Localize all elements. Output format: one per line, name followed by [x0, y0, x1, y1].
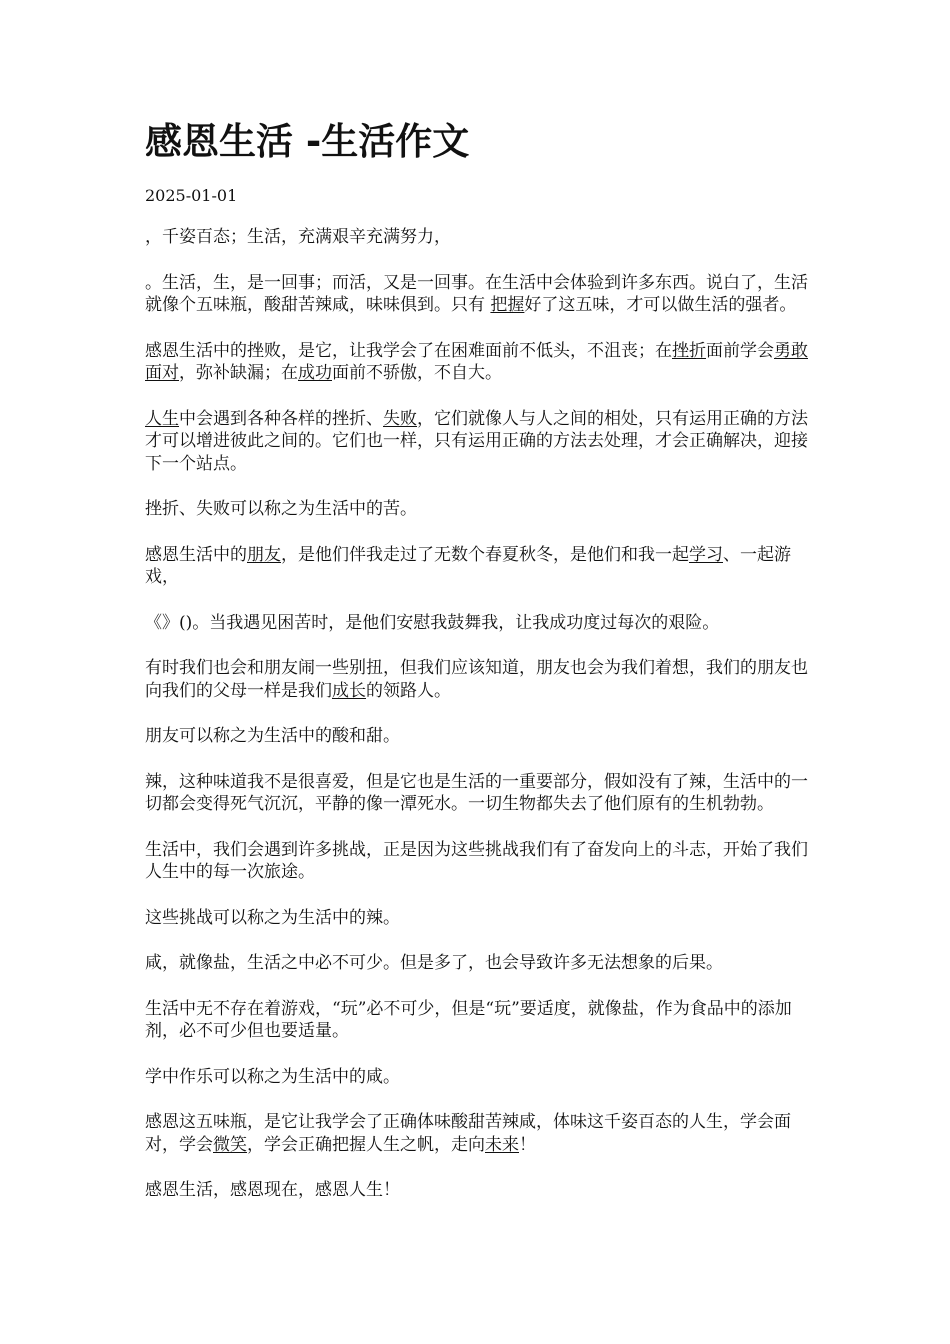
paragraph-text: 。生活，生，是一回事；而活，又是一回事。在生活中会体验到许多东西。说白了，生活就像个五味瓶，酸甜苦辣咸，味味俱到。只有: [145, 272, 808, 315]
paragraph-text: 面前学会: [706, 340, 774, 361]
paragraph-text: 感恩生活中的挫败，是它，让我学会了在困难面前不低头，不沮丧；在: [145, 340, 672, 361]
keyword-link[interactable]: 朋友: [247, 544, 281, 565]
paragraph-text: ！: [519, 1134, 536, 1155]
paragraph-text: ，学会正确把握人生之帆，走向: [247, 1134, 485, 1155]
paragraph-text: 挫折、失败可以称之为生活中的苦。: [145, 499, 417, 519]
keyword-link[interactable]: 勇敢面对: [145, 340, 808, 383]
paragraph: [145, 1179, 810, 1202]
paragraph: [145, 408, 810, 476]
paragraph-text: 感恩这五味瓶，是它让我学会了正确体味酸甜苦辣咸，体味这千姿百态的人生，学会面对，学会: [145, 1112, 791, 1155]
paragraph-text: 朋友可以称之为生活中的酸和甜。: [145, 726, 400, 746]
paragraph-text: 这些挑战可以称之为生活中的辣。: [145, 907, 400, 928]
paragraph: [145, 907, 810, 930]
keyword-link[interactable]: 微笑: [213, 1134, 247, 1155]
paragraph: [145, 998, 810, 1043]
paragraph-text: ，千姿百态；生活，充满艰辛充满努力，: [145, 227, 451, 247]
article: [145, 118, 810, 1225]
paragraph-text: 感恩生活，感恩现在，感恩人生！: [145, 1180, 400, 1200]
page-title: 感恩生活 -生活作文: [145, 120, 470, 163]
keyword-link[interactable]: 未来: [485, 1134, 519, 1155]
paragraph-text: ，它们就像人与人之间的相处，只有运用正确的方法才可以增进彼此之间的。它们也一样，只有运用正确的方法去处理，才会正确解决，迎接下一个站点。: [145, 408, 808, 474]
paragraph: [145, 1066, 810, 1089]
paragraph-text: 学中作乐可以称之为生活中的咸。: [145, 1066, 400, 1087]
keyword-link[interactable]: 成长: [332, 680, 366, 701]
paragraph: [145, 226, 810, 249]
paragraph: [145, 340, 810, 385]
paragraph-text: 生活中无不存在着游戏，“玩”必不可少，但是“玩”要适度，就像盐，作为食品中的添加剂，必不可少但也要适量。: [145, 998, 792, 1041]
paragraph-text: 咸，就像盐，生活之中必不可少。但是多了，也会导致许多无法想象的后果。: [145, 953, 723, 973]
paragraph: [145, 839, 810, 884]
paragraph-text: 有时我们也会和朋友闹一些别扭，但我们应该知道，朋友也会为我们着想，我们的朋友也向我们的父母一样是我们: [145, 658, 808, 701]
paragraph-text: 生活中，我们会遇到许多挑战，正是因为这些挑战我们有了奋发向上的斗志，开始了我们人生中的每一次旅途。: [145, 839, 808, 882]
keyword-link[interactable]: 失败: [383, 408, 417, 429]
paragraph-text: 、一起游戏，: [145, 544, 791, 587]
paragraph: [145, 771, 810, 816]
article-body: [145, 226, 810, 1202]
paragraph-text: 的领路人。: [366, 680, 451, 701]
keyword-link[interactable]: 挫折: [672, 340, 706, 361]
paragraph: [145, 1111, 810, 1156]
paragraph-text: ，弥补缺漏；在: [179, 363, 298, 383]
paragraph-text: 辣，这种味道我不是很喜爱，但是它也是生活的一重要部分，假如没有了辣，生活中的一切都会变得死气沉沉，平静的像一潭死水。一切生物都失去了他们原有的生机勃勃。: [145, 771, 808, 814]
paragraph-text: 感恩生活中的: [145, 544, 247, 565]
paragraph: [145, 498, 810, 521]
paragraph-text: 中会遇到各种各样的挫折、: [179, 408, 383, 429]
paragraph: [145, 952, 810, 975]
paragraph-text: 面前不骄傲，不自大。: [332, 363, 502, 383]
paragraph-text: ，是他们伴我走过了无数个春夏秋冬，是他们和我一起: [281, 544, 689, 565]
paragraph: [145, 544, 810, 589]
paragraph: [145, 657, 810, 702]
paragraph-text: 好了这五味，才可以做生活的强者。: [524, 295, 797, 315]
keyword-link[interactable]: 把握: [490, 295, 525, 315]
publish-date: 2025-01-01: [145, 186, 238, 205]
paragraph: [145, 272, 810, 317]
keyword-link[interactable]: 学习: [689, 544, 723, 565]
paragraph: [145, 725, 810, 748]
keyword-link[interactable]: 成功: [298, 363, 332, 383]
paragraph-text: 《》()。当我遇见困苦时，是他们安慰我鼓舞我，让我成功度过每次的艰险。: [145, 612, 720, 633]
keyword-link[interactable]: 人生: [145, 408, 179, 429]
paragraph: [145, 612, 810, 635]
